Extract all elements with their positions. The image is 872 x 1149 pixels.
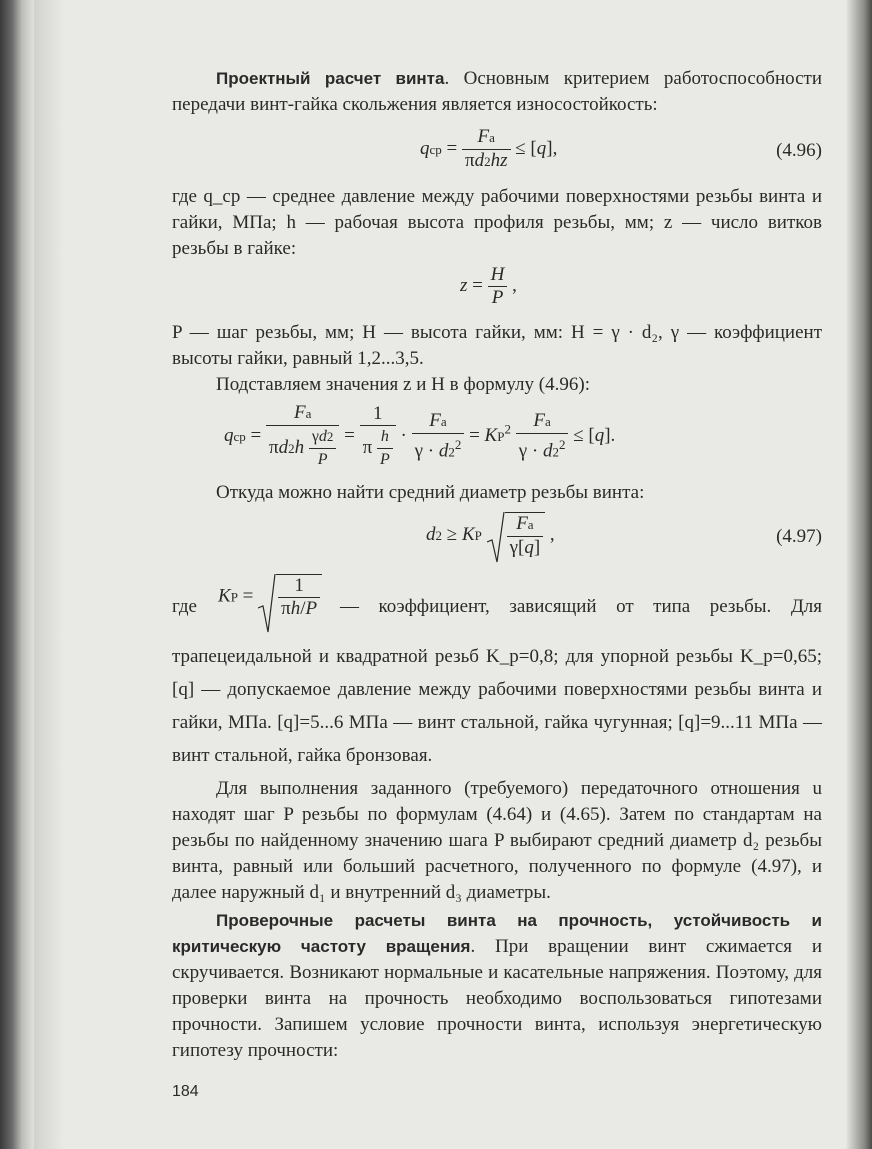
paragraph-thread-types: трапецеидальной и квадратной резьб K_р=0,8; для упорной резьбы K_р=0,65; [q] — допускаемое давление между рабочими поверхностями резьбы винта и гайки, МПа. [q]=5...6 МПа — винт стальной, гайка чугунная; [q]=9...11 МПа — винт стальной, гайка бронзовая. [172,646,822,766]
text-where: где [172,596,197,617]
formula-4-97: d2 ≥ KP $\frac{Fa}{\gamma[q]}$ , (4.97) [172,510,822,574]
formula-number: (4.96) [776,140,822,161]
coefficient-line: где KP = $\frac{1}{\pi h/P}$ — коэффициент, зависящий от типа резьбы. Для [172,574,822,640]
formula-substitution: qср = Fa πd2h $\frac{\gamma d2}{P}$ = 1 π $\frac{h}{P}$ · $\frac{Fa}{\gamma \cdot d2^2}$ = $KP^2$ $\frac{Fa}{\gamma \cdot d2^2}$ ≤ [q]. [224,402,616,468]
paragraph-design-calc [172,66,822,118]
binding-shadow [34,0,64,1149]
paragraph-text: . Основным критерием работоспособности передачи винт-гайка скольжения является износостойкость: [172,68,822,115]
page-content [172,66,822,1064]
formula-z: z = $\frac{H}{P}$ , [460,264,517,308]
text-coefficient: — коэффициент, зависящий от типа резьбы. Для [340,596,822,617]
formula-number: (4.97) [776,526,822,547]
paragraph-text: . При вращении винт сжимается и скручивается. Возникают нормальные и касательные напряжения. Поэтому, для проверки винта на прочность необходимо воспользоваться гипотезами прочности. Запишем условие прочности винта, используя энергетическую гипотезу прочности: [172,936,822,1061]
paragraph-pitch: P — шаг резьбы, мм; H — высота гайки, мм: H = γ · d₂, γ — коэффициент высоты гайки, равный 1,2...3,5. [172,322,822,369]
paragraph-gear-ratio: Для выполнения заданного (требуемого) передаточного отношения u находят шаг P резьбы по формулам (4.64) и (4.65). Затем по стандартам на резьбы по найденному значению шага P выбирают средний диаметр d₂ резьбы винта, равный или больший расчетного, полученного по формуле (4.97), и далее наружный d₁ и внутренний d₃ диаметры. [172,778,822,903]
paragraph-check-calc [172,908,822,1064]
paragraph-definitions: где q_ср — среднее давление между рабочими поверхностями резьбы винта и гайки, МПа; h — рабочая высота профиля резьбы, мм; z — число витков резьбы в гайке: [172,186,822,259]
heading-check-calc: Проверочные расчеты винта на прочность, устойчивость и критическую частоту вращения [172,911,822,956]
heading-design-calc: Проектный расчет винта [216,69,445,88]
formula-4-96: qср = $\frac{Fa}{\pi d2hz}$ ≤ [q], (4.96) [420,126,822,171]
paragraph-substitute: Подставляем значения z и H в формулу (4.96): [216,374,590,395]
paragraph-diameter: Откуда можно найти средний диаметр резьбы винта: [216,482,645,503]
page-number: 184 [172,1083,199,1100]
book-binding [0,0,34,1149]
page-edge [846,0,872,1149]
